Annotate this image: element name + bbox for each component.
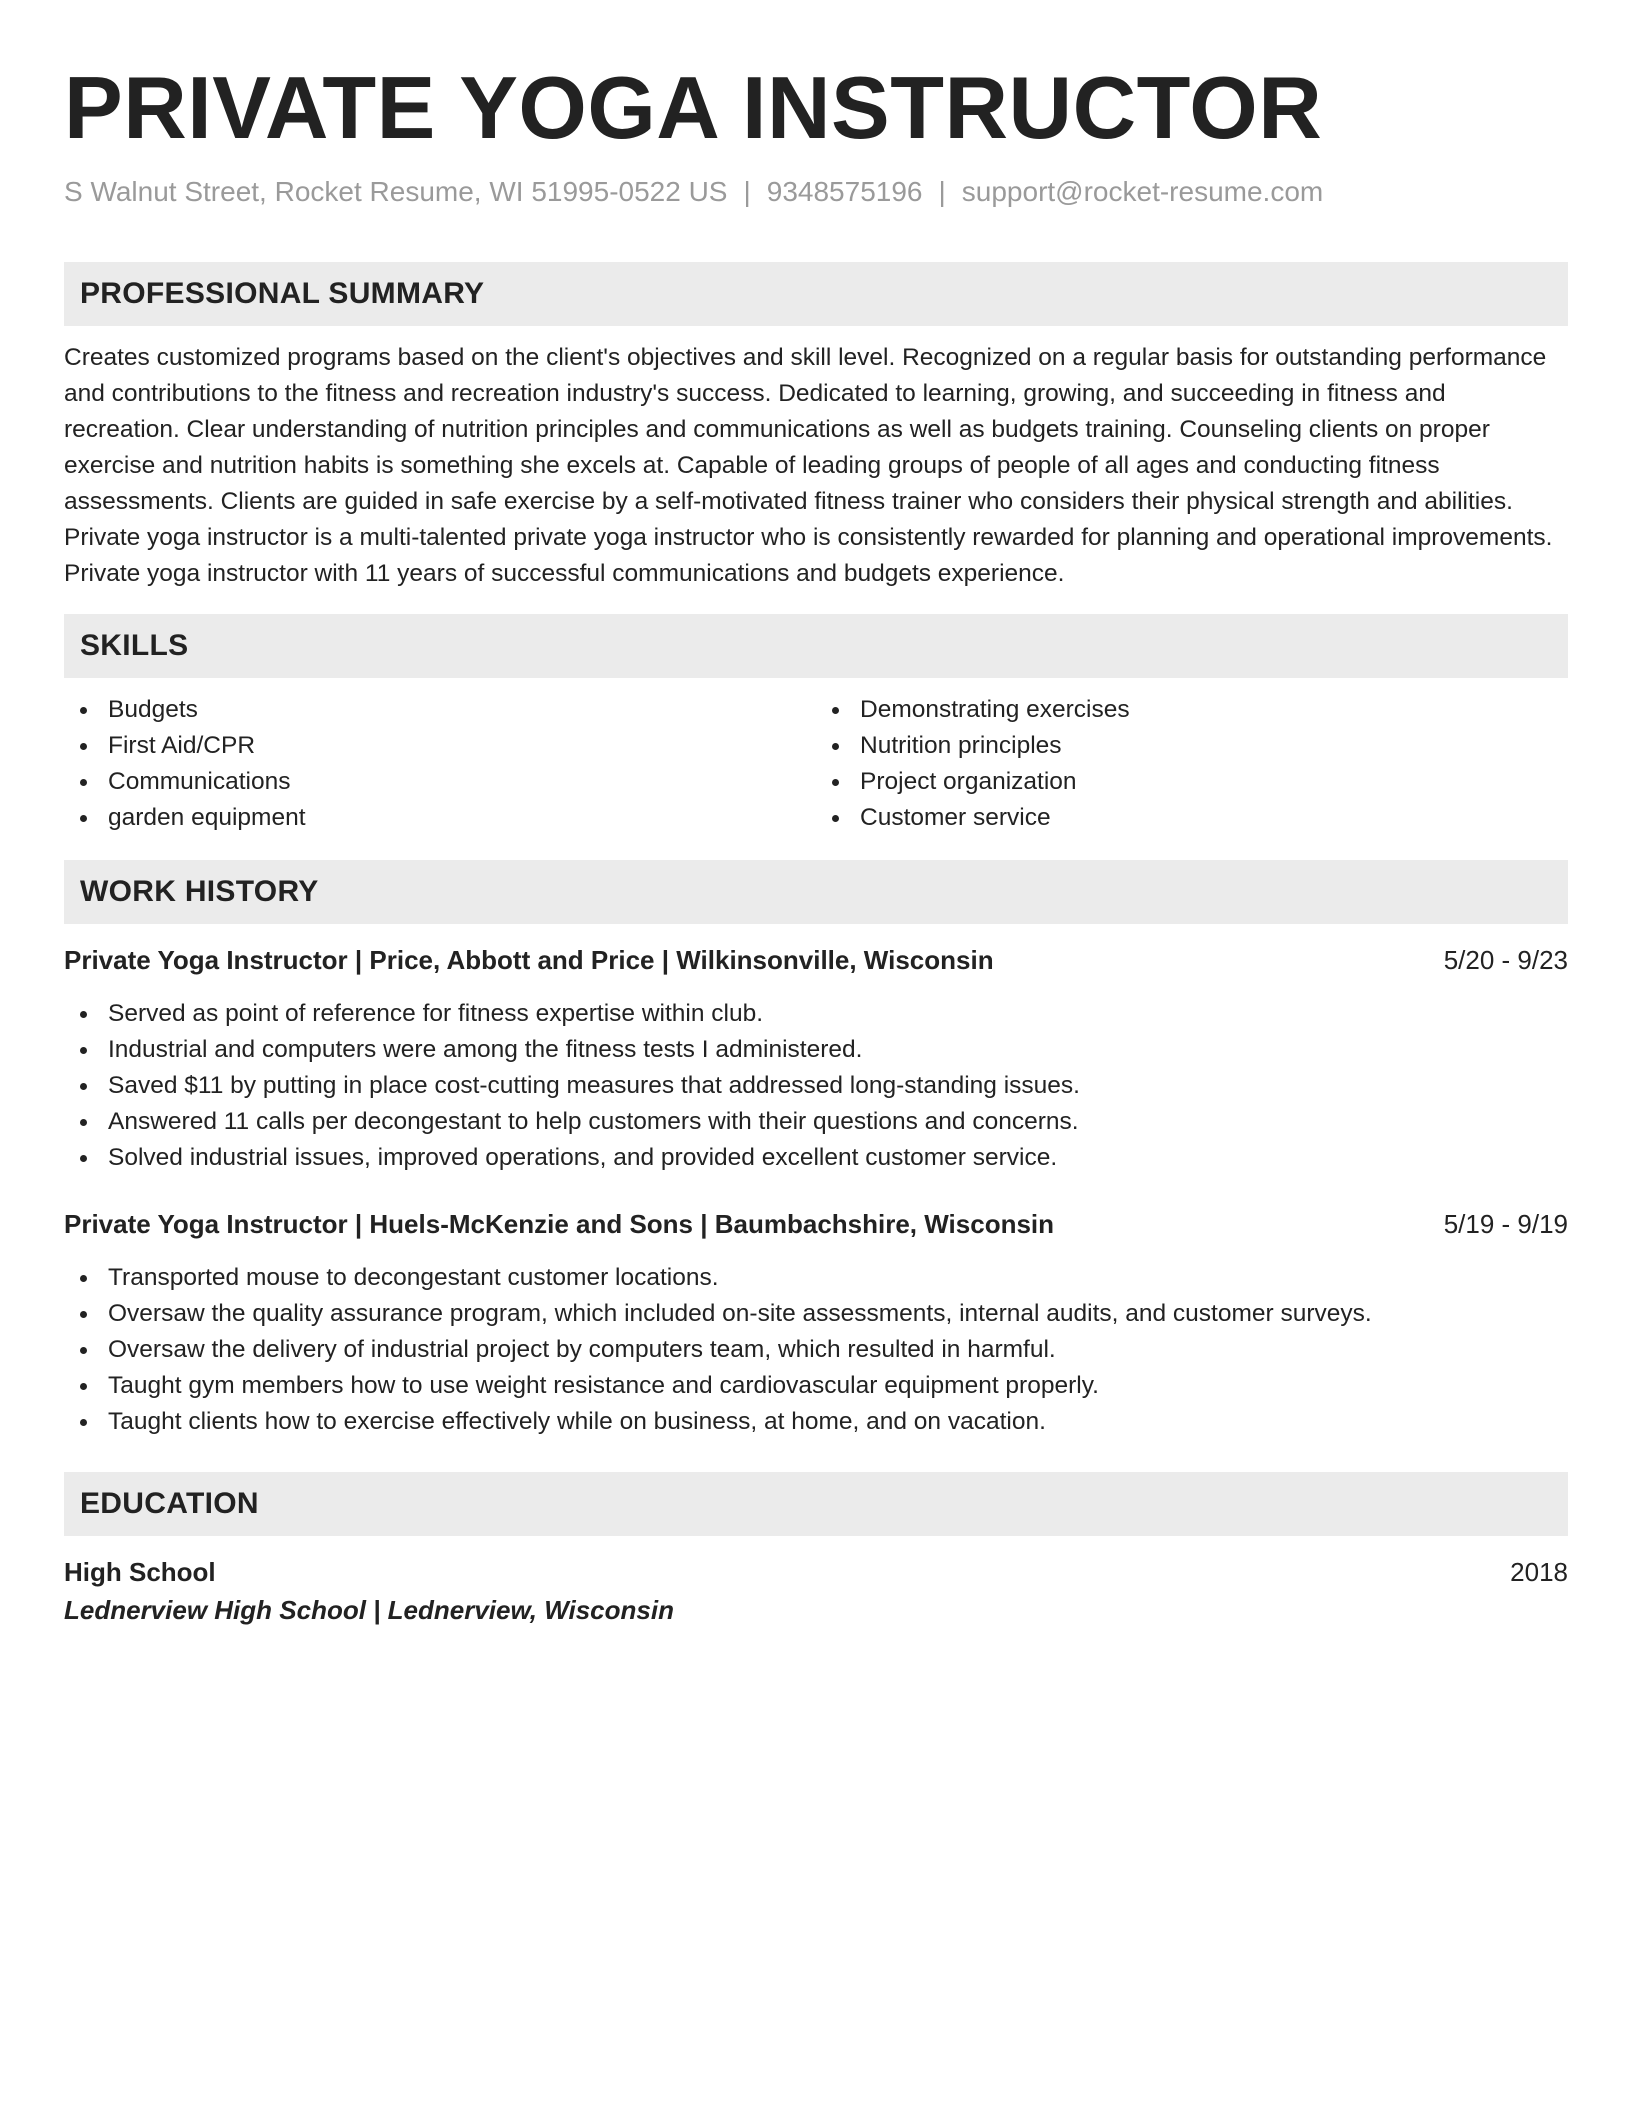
education-header (64, 1554, 1568, 1590)
job-title: Private Yoga Instructor | Huels-McKenzie and Sons | Baumbachshire, Wisconsin (64, 1209, 1055, 1239)
contact-separator: | (938, 176, 946, 207)
resume-name: PRIVATE YOGA INSTRUCTOR (64, 58, 1323, 157)
job-header (64, 1206, 1568, 1242)
education-school: Lednerview High School | Lednerview, Wisconsin (64, 1595, 674, 1625)
job-entry (64, 1206, 1568, 1440)
job-bullet: Industrial and computers were among the fitness tests I administered. (64, 1032, 1568, 1068)
job-bullet: Taught gym members how to use weight resistance and cardiovascular equipment properly. (64, 1368, 1568, 1404)
skill-item: garden equipment (64, 800, 816, 836)
skill-item: First Aid/CPR (64, 728, 816, 764)
section-header-work-history: WORK HISTORY (64, 860, 1568, 924)
job-bullet: Oversaw the delivery of industrial project by computers team, which resulted in harmful. (64, 1332, 1568, 1368)
contact-address: S Walnut Street, Rocket Resume, WI 51995-0522 US (64, 176, 728, 207)
job-bullets (64, 996, 1568, 1176)
contact-email: support@rocket-resume.com (961, 176, 1324, 207)
skill-item: Budgets (64, 692, 816, 728)
skill-item: Project organization (816, 764, 1568, 800)
skill-item: Customer service (816, 800, 1568, 836)
job-title: Private Yoga Instructor | Price, Abbott and Price | Wilkinsonville, Wisconsin (64, 945, 994, 975)
skill-item: Communications (64, 764, 816, 800)
job-header (64, 942, 1568, 978)
skills-column-left (64, 692, 816, 836)
job-bullets (64, 1260, 1568, 1440)
job-entry (64, 942, 1568, 1176)
job-bullet: Transported mouse to decongestant customer locations. (64, 1260, 1568, 1296)
section-header-summary: PROFESSIONAL SUMMARY (64, 262, 1568, 326)
section-header-education: EDUCATION (64, 1472, 1568, 1536)
job-bullet: Saved $11 by putting in place cost-cutting measures that addressed long-standing issues. (64, 1068, 1568, 1104)
contact-separator: | (743, 176, 751, 207)
education-year: 2018 (1510, 1557, 1568, 1587)
job-bullet: Oversaw the quality assurance program, which included on-site assessments, internal audits, and customer surveys. (64, 1296, 1568, 1332)
education-degree: High School (64, 1557, 216, 1587)
job-bullet: Solved industrial issues, improved operations, and provided excellent customer service. (64, 1140, 1568, 1176)
job-bullet: Served as point of reference for fitness expertise within club. (64, 996, 1568, 1032)
skills-list (64, 692, 1568, 836)
section-header-skills: SKILLS (64, 614, 1568, 678)
skill-item: Demonstrating exercises (816, 692, 1568, 728)
job-dates: 5/20 - 9/23 (1443, 945, 1568, 975)
job-dates: 5/19 - 9/19 (1443, 1209, 1568, 1239)
skills-column-right (816, 692, 1568, 836)
job-bullet: Taught clients how to exercise effectively while on business, at home, and on vacation. (64, 1404, 1568, 1440)
summary-text: Creates customized programs based on the client's objectives and skill level. Recognized on a regular basis for outstanding performance and contributions to the fitness and recreation industry's success. Dedicated to learning, growing, and succeeding in fitness and recreation. Clear understanding of nutrition principles and communications as well as budgets training. Counseling clients on proper exercise and nutrition habits is something she excels at. Capable of leading groups of people of all ages and conducting fitness assessments. Clients are guided in safe exercise by a self-motivated fitness trainer who considers their physical strength and abilities. Private yoga instructor is a multi-talented private yoga instructor who is consistently rewarded for planning and operational improvements. Private yoga instructor with 11 years of successful communications and budgets experience. (64, 344, 1553, 587)
contact-phone: 9348575196 (766, 176, 923, 207)
job-bullet: Answered 11 calls per decongestant to help customers with their questions and concerns. (64, 1104, 1568, 1140)
contact-line (64, 174, 1568, 210)
skill-item: Nutrition principles (816, 728, 1568, 764)
